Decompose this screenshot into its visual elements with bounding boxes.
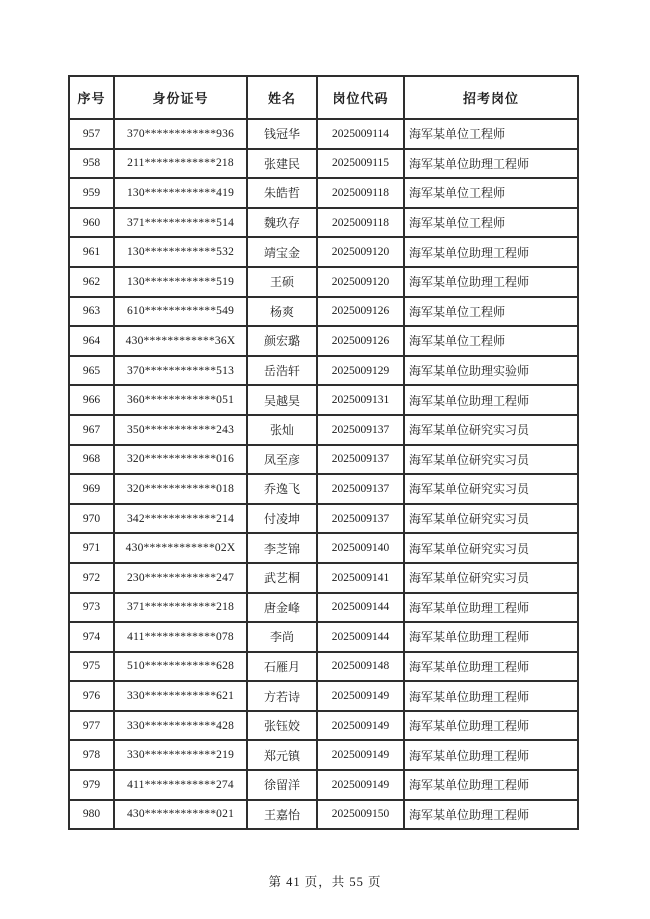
header-job-title: 招考岗位 (404, 76, 578, 119)
header-job-code: 岗位代码 (317, 76, 404, 119)
table-row (69, 415, 578, 445)
cell-serial-number: 963 (69, 297, 114, 327)
cell-job-code: 2025009118 (317, 208, 404, 238)
cell-id-number: 330************219 (114, 740, 247, 770)
cell-job-title: 海军某单位助理实验师 (404, 356, 578, 386)
cell-job-code: 2025009148 (317, 652, 404, 682)
cell-id-number: 320************016 (114, 445, 247, 475)
cell-name: 李芝锦 (247, 533, 317, 563)
cell-job-title: 海军某单位研究实习员 (404, 474, 578, 504)
cell-serial-number: 965 (69, 356, 114, 386)
cell-job-code: 2025009137 (317, 474, 404, 504)
table-header-row (69, 76, 578, 119)
cell-id-number: 342************214 (114, 504, 247, 534)
table-body (69, 119, 578, 829)
header-id-number: 身份证号 (114, 76, 247, 119)
cell-job-code: 2025009115 (317, 149, 404, 179)
cell-job-code: 2025009126 (317, 297, 404, 327)
cell-name: 靖宝金 (247, 237, 317, 267)
cell-name: 凤至彦 (247, 445, 317, 475)
cell-serial-number: 968 (69, 445, 114, 475)
cell-name: 吴越昊 (247, 385, 317, 415)
table-row (69, 208, 578, 238)
cell-job-code: 2025009144 (317, 622, 404, 652)
cell-name: 张建民 (247, 149, 317, 179)
table-row (69, 385, 578, 415)
table-row (69, 800, 578, 830)
cell-job-title: 海军某单位助理工程师 (404, 711, 578, 741)
cell-id-number: 411************274 (114, 770, 247, 800)
cell-job-code: 2025009118 (317, 178, 404, 208)
cell-name: 魏玖存 (247, 208, 317, 238)
table-row (69, 652, 578, 682)
cell-job-code: 2025009126 (317, 326, 404, 356)
cell-serial-number: 967 (69, 415, 114, 445)
cell-serial-number: 958 (69, 149, 114, 179)
cell-serial-number: 980 (69, 800, 114, 830)
cell-id-number: 230************247 (114, 563, 247, 593)
table-row (69, 740, 578, 770)
cell-name: 王嘉怡 (247, 800, 317, 830)
cell-serial-number: 960 (69, 208, 114, 238)
cell-name: 杨爽 (247, 297, 317, 327)
cell-job-code: 2025009129 (317, 356, 404, 386)
cell-name: 张灿 (247, 415, 317, 445)
cell-serial-number: 974 (69, 622, 114, 652)
header-serial-number: 序号 (69, 76, 114, 119)
table-row (69, 267, 578, 297)
cell-job-title: 海军某单位助理工程师 (404, 385, 578, 415)
cell-serial-number: 973 (69, 593, 114, 623)
cell-name: 方若诗 (247, 681, 317, 711)
cell-id-number: 430************02X (114, 533, 247, 563)
cell-name: 乔逸飞 (247, 474, 317, 504)
cell-id-number: 320************018 (114, 474, 247, 504)
cell-job-title: 海军某单位工程师 (404, 326, 578, 356)
cell-id-number: 371************514 (114, 208, 247, 238)
cell-id-number: 130************419 (114, 178, 247, 208)
cell-job-title: 海军某单位工程师 (404, 178, 578, 208)
cell-job-title: 海军某单位工程师 (404, 119, 578, 149)
cell-name: 颜宏璐 (247, 326, 317, 356)
cell-id-number: 610************549 (114, 297, 247, 327)
cell-id-number: 330************621 (114, 681, 247, 711)
table-row (69, 711, 578, 741)
page-number-footer: 第 41 页，共 55 页 (268, 875, 382, 889)
cell-id-number: 360************051 (114, 385, 247, 415)
table-row (69, 681, 578, 711)
cell-job-code: 2025009149 (317, 770, 404, 800)
cell-job-code: 2025009137 (317, 445, 404, 475)
cell-job-code: 2025009137 (317, 415, 404, 445)
cell-job-title: 海军某单位助理工程师 (404, 800, 578, 830)
cell-job-title: 海军某单位助理工程师 (404, 267, 578, 297)
cell-name: 唐金峰 (247, 593, 317, 623)
cell-id-number: 430************36X (114, 326, 247, 356)
cell-job-code: 2025009149 (317, 681, 404, 711)
cell-id-number: 211************218 (114, 149, 247, 179)
cell-id-number: 130************532 (114, 237, 247, 267)
table-row (69, 356, 578, 386)
cell-serial-number: 976 (69, 681, 114, 711)
cell-job-code: 2025009131 (317, 385, 404, 415)
cell-name: 武艺桐 (247, 563, 317, 593)
table-row (69, 445, 578, 475)
cell-id-number: 130************519 (114, 267, 247, 297)
cell-id-number: 430************021 (114, 800, 247, 830)
cell-job-title: 海军某单位研究实习员 (404, 445, 578, 475)
cell-job-code: 2025009137 (317, 504, 404, 534)
cell-id-number: 510************628 (114, 652, 247, 682)
table-row (69, 622, 578, 652)
cell-job-title: 海军某单位助理工程师 (404, 237, 578, 267)
cell-job-title: 海军某单位研究实习员 (404, 415, 578, 445)
cell-serial-number: 969 (69, 474, 114, 504)
table-row (69, 504, 578, 534)
cell-job-title: 海军某单位助理工程师 (404, 593, 578, 623)
cell-name: 石雁月 (247, 652, 317, 682)
cell-serial-number: 966 (69, 385, 114, 415)
cell-name: 岳浩轩 (247, 356, 317, 386)
cell-job-title: 海军某单位助理工程师 (404, 149, 578, 179)
cell-id-number: 371************218 (114, 593, 247, 623)
cell-serial-number: 959 (69, 178, 114, 208)
cell-job-title: 海军某单位助理工程师 (404, 740, 578, 770)
cell-job-code: 2025009114 (317, 119, 404, 149)
cell-job-title: 海军某单位助理工程师 (404, 622, 578, 652)
cell-job-code: 2025009144 (317, 593, 404, 623)
cell-job-code: 2025009149 (317, 711, 404, 741)
candidate-roster-table (68, 75, 579, 830)
table-row (69, 533, 578, 563)
cell-serial-number: 971 (69, 533, 114, 563)
cell-id-number: 350************243 (114, 415, 247, 445)
cell-job-title: 海军某单位助理工程师 (404, 770, 578, 800)
cell-serial-number: 978 (69, 740, 114, 770)
cell-job-code: 2025009141 (317, 563, 404, 593)
table-row (69, 237, 578, 267)
table-row (69, 593, 578, 623)
header-name: 姓名 (247, 76, 317, 119)
cell-name: 郑元镇 (247, 740, 317, 770)
cell-name: 张钰姣 (247, 711, 317, 741)
cell-id-number: 330************428 (114, 711, 247, 741)
cell-serial-number: 964 (69, 326, 114, 356)
cell-serial-number: 961 (69, 237, 114, 267)
table-row (69, 474, 578, 504)
cell-serial-number: 957 (69, 119, 114, 149)
cell-name: 王硕 (247, 267, 317, 297)
cell-job-code: 2025009120 (317, 237, 404, 267)
cell-serial-number: 970 (69, 504, 114, 534)
cell-id-number: 370************513 (114, 356, 247, 386)
cell-job-code: 2025009150 (317, 800, 404, 830)
cell-name: 付凌坤 (247, 504, 317, 534)
table-row (69, 178, 578, 208)
cell-job-code: 2025009140 (317, 533, 404, 563)
table-header (69, 76, 578, 119)
cell-id-number: 411************078 (114, 622, 247, 652)
cell-name: 李尚 (247, 622, 317, 652)
table-row (69, 770, 578, 800)
cell-job-title: 海军某单位研究实习员 (404, 533, 578, 563)
cell-serial-number: 975 (69, 652, 114, 682)
cell-serial-number: 962 (69, 267, 114, 297)
cell-job-title: 海军某单位助理工程师 (404, 681, 578, 711)
table-row (69, 149, 578, 179)
cell-name: 钱冠华 (247, 119, 317, 149)
cell-serial-number: 972 (69, 563, 114, 593)
cell-id-number: 370************936 (114, 119, 247, 149)
cell-serial-number: 979 (69, 770, 114, 800)
cell-job-code: 2025009149 (317, 740, 404, 770)
cell-serial-number: 977 (69, 711, 114, 741)
cell-name: 朱皓哲 (247, 178, 317, 208)
cell-name: 徐留洋 (247, 770, 317, 800)
table-row (69, 326, 578, 356)
cell-job-title: 海军某单位工程师 (404, 297, 578, 327)
table-row (69, 563, 578, 593)
table-row (69, 297, 578, 327)
cell-job-title: 海军某单位研究实习员 (404, 563, 578, 593)
cell-job-title: 海军某单位助理工程师 (404, 652, 578, 682)
cell-job-title: 海军某单位工程师 (404, 208, 578, 238)
cell-job-title: 海军某单位研究实习员 (404, 504, 578, 534)
table-row (69, 119, 578, 149)
cell-job-code: 2025009120 (317, 267, 404, 297)
